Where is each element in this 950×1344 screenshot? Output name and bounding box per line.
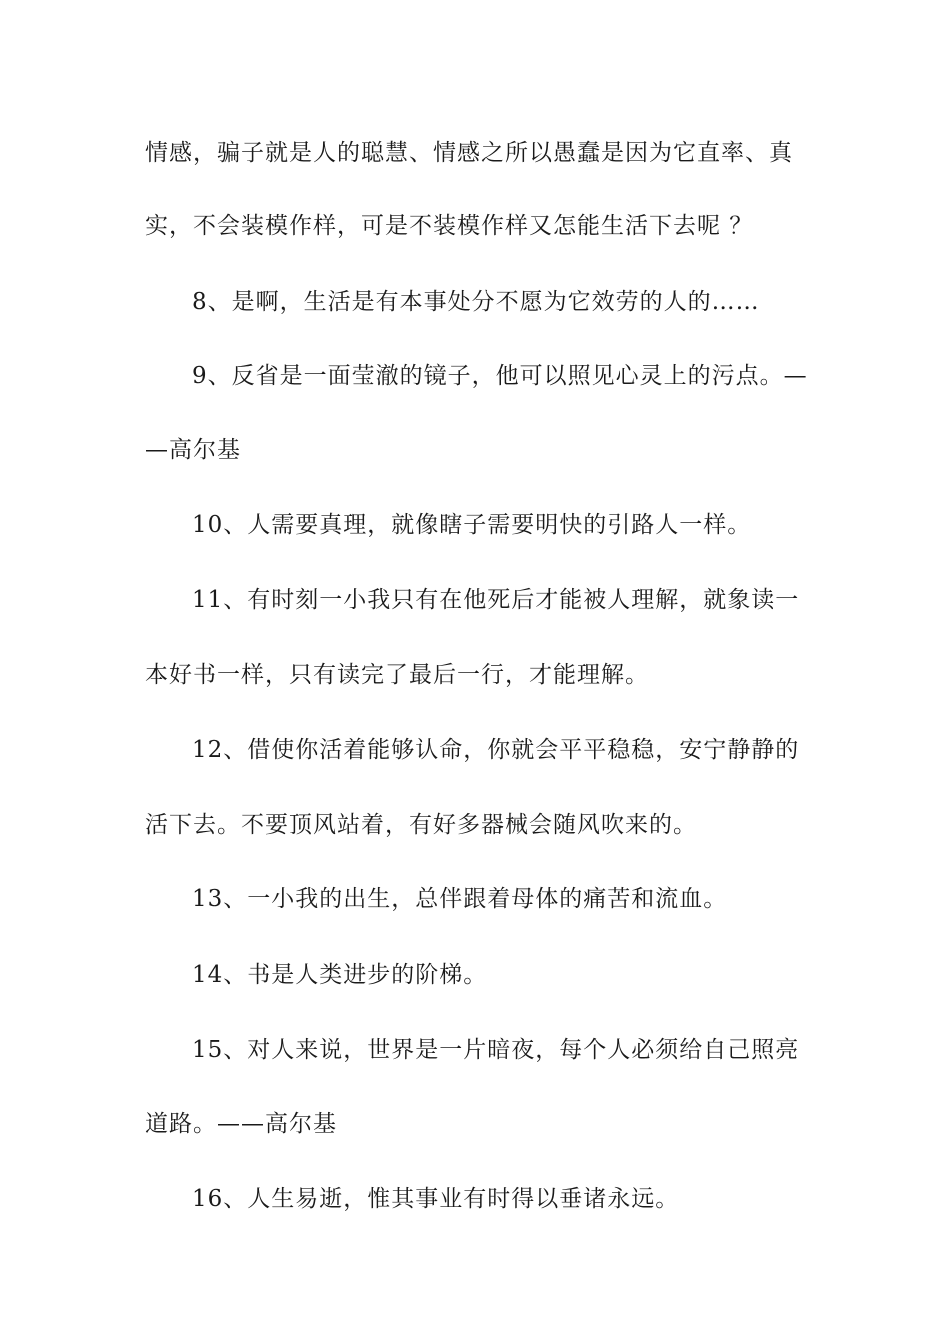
text-line-8: 本好书一样，只有读完了最后一行，才能理解。 [145,662,649,688]
text-line-7: 11、有时刻一小我只有在他死后才能被人理解，就象读一 [192,587,800,613]
text-line-10: 活下去。不要顶风站着，有好多器械会随风吹来的。 [145,812,697,838]
text-line-12: 14、书是人类进步的阶梯。 [192,962,488,988]
text-line-9: 12、借使你活着能够认命，你就会平平稳稳，安宁静静的 [192,737,800,763]
text-line-14: 道路。——高尔基 [145,1111,337,1137]
text-line-6: 10、人需要真理，就像瞎子需要明快的引路人一样。 [192,512,752,538]
text-line-5: —高尔基 [145,437,241,463]
text-line-11: 13、一小我的出生，总伴跟着母体的痛苦和流血。 [192,886,728,912]
text-line-3: 8、是啊，生活是有本事处分不愿为它效劳的人的…… [192,289,760,315]
text-line-1: 情感，骗子就是人的聪慧、情感之所以愚蠢是因为它直率、真 [145,140,793,166]
text-line-15: 16、人生易逝，惟其事业有时得以垂诸永远。 [192,1186,680,1212]
text-line-2: 实，不会装模作样，可是不装模作样又怎能生活下去呢 ？ [145,213,754,239]
text-line-4: 9、反省是一面莹澈的镜子，他可以照见心灵上的污点。— [192,363,808,389]
text-line-13: 15、对人来说，世界是一片暗夜，每个人必须给自己照亮 [192,1037,800,1063]
